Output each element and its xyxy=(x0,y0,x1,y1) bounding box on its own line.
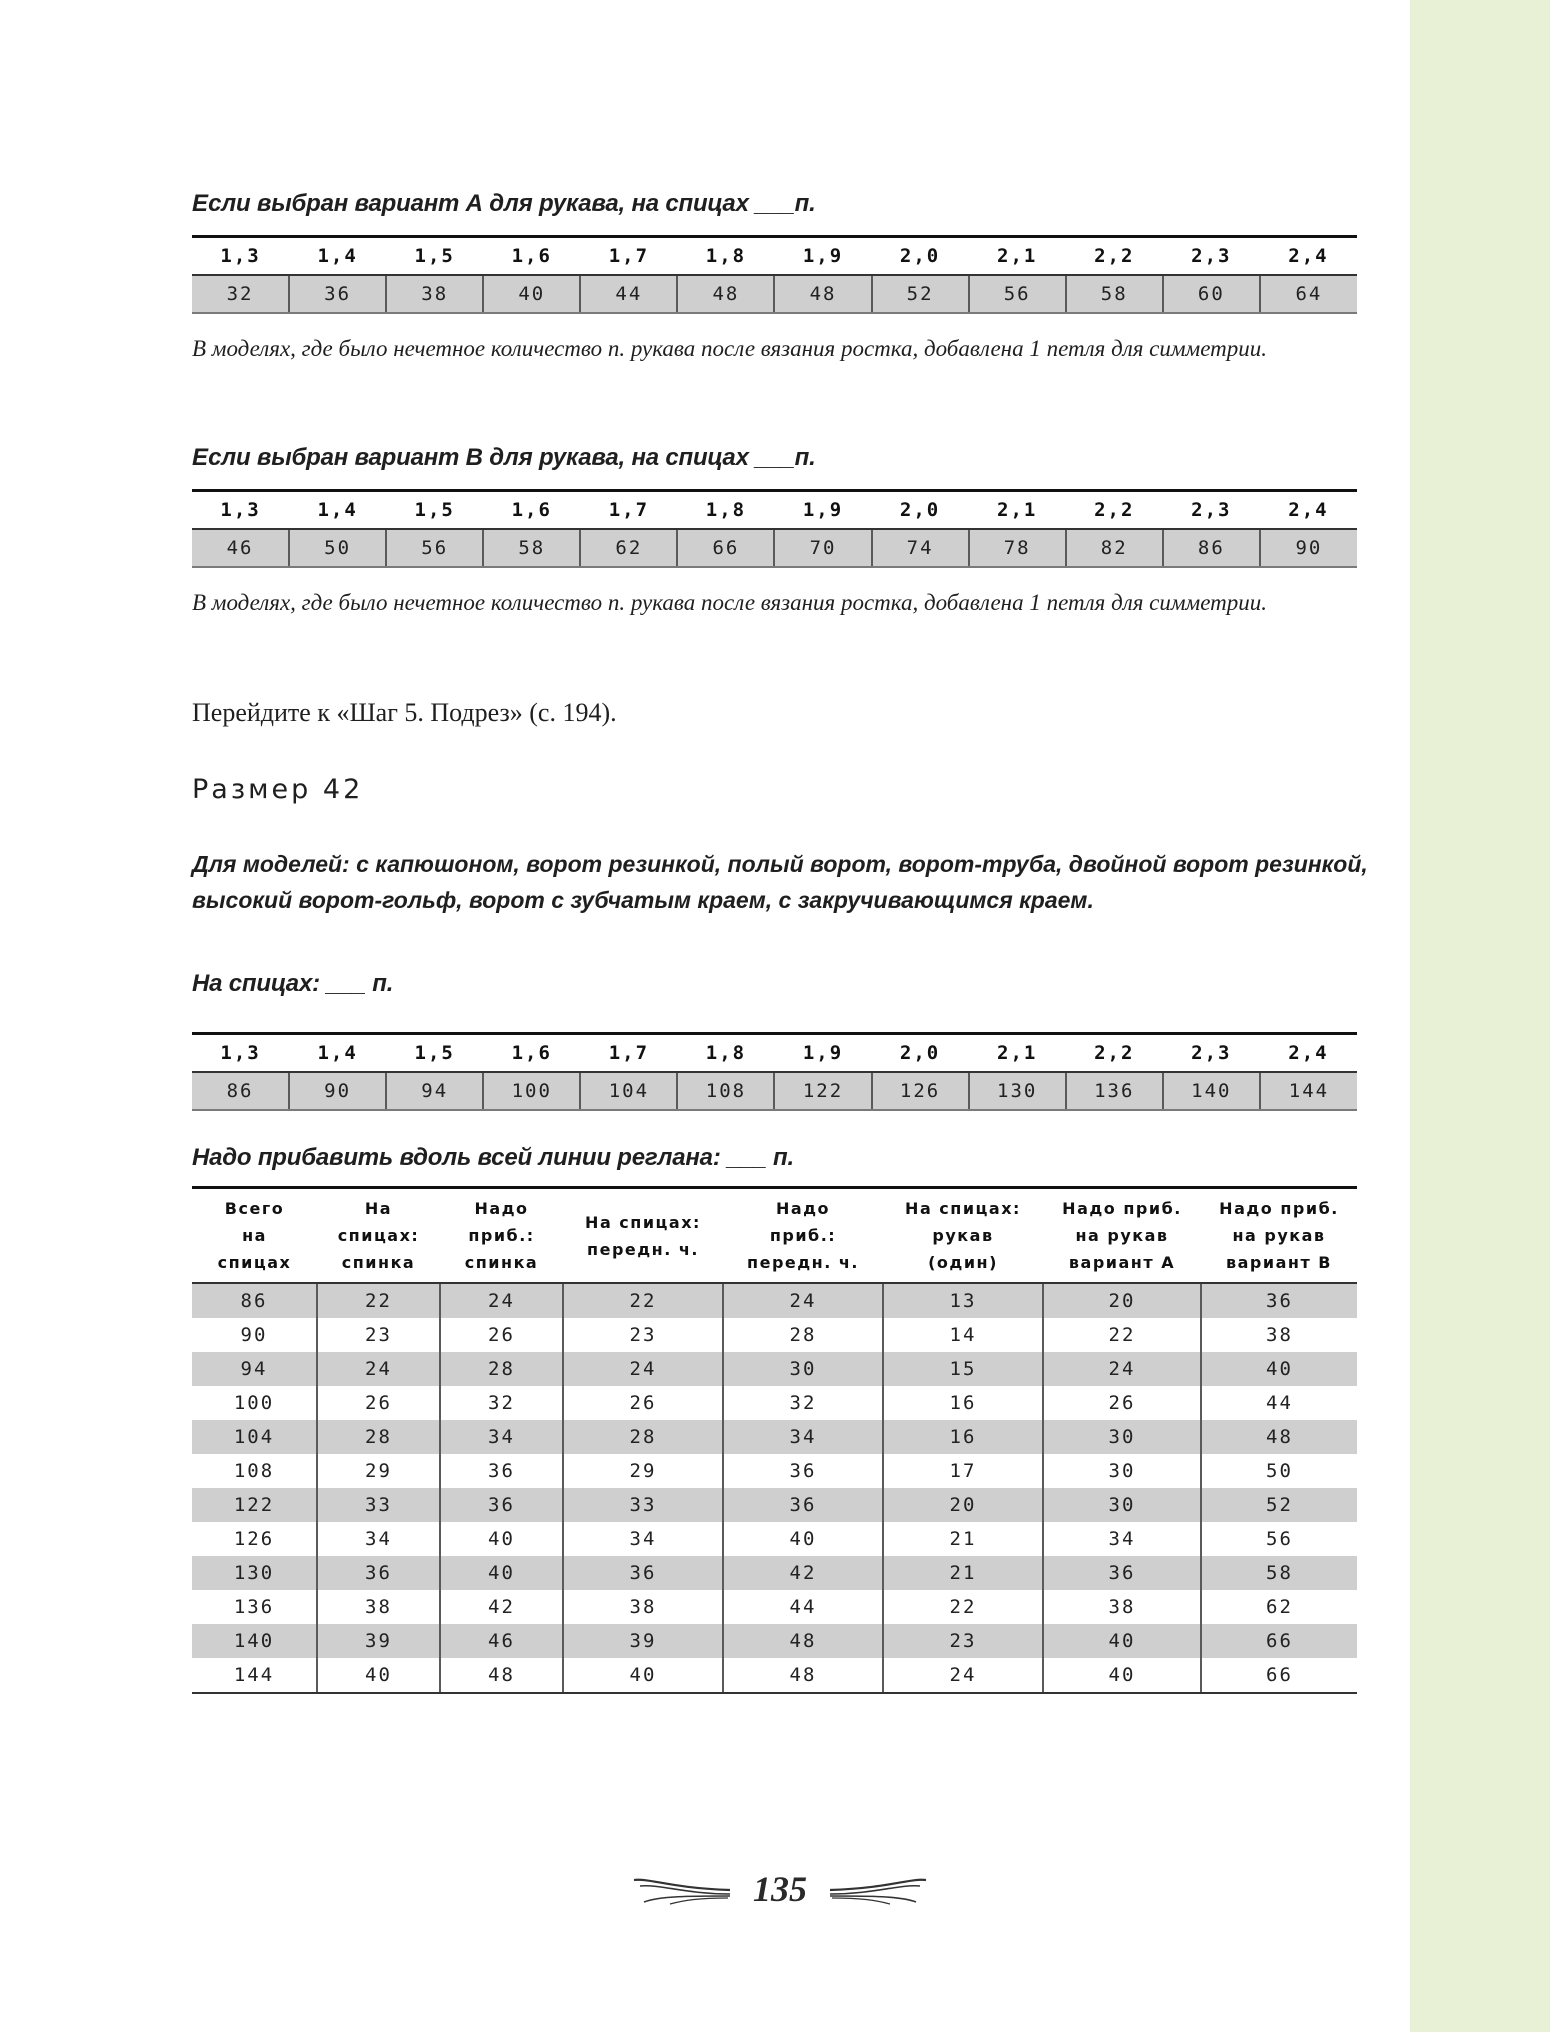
table-cell: 39 xyxy=(563,1624,723,1658)
stitch-count-cell: 100 xyxy=(483,1072,580,1110)
table-cell: 86 xyxy=(192,1283,317,1318)
table-cell: 16 xyxy=(883,1386,1043,1420)
stitch-count-cell: 40 xyxy=(483,275,580,313)
table-row xyxy=(192,1283,1357,1318)
table-cell: 22 xyxy=(883,1590,1043,1624)
table-cell: 40 xyxy=(1043,1624,1201,1658)
stitch-count-cell: 86 xyxy=(192,1072,289,1110)
table-cell: 29 xyxy=(317,1454,440,1488)
stitch-count-cell: 74 xyxy=(872,529,969,567)
column-header: Надо приб. на рукав вариант В xyxy=(1201,1188,1357,1284)
table-cell: 126 xyxy=(192,1522,317,1556)
stitch-count-cell: 144 xyxy=(1260,1072,1357,1110)
table-cell: 22 xyxy=(563,1283,723,1318)
gauge-cell: 1,6 xyxy=(483,1034,580,1073)
stitch-count-cell: 90 xyxy=(289,1072,386,1110)
gauge-cell: 2,1 xyxy=(969,491,1066,530)
table-cell: 21 xyxy=(883,1522,1043,1556)
gauge-header-row xyxy=(192,237,1357,276)
table-cell: 38 xyxy=(317,1590,440,1624)
table-cell: 20 xyxy=(1043,1283,1201,1318)
table-cell: 42 xyxy=(723,1556,883,1590)
stitch-count-cell: 58 xyxy=(1066,275,1163,313)
table-cell: 56 xyxy=(1201,1522,1357,1556)
stitch-count-cell: 104 xyxy=(580,1072,677,1110)
raglan-table xyxy=(192,1186,1357,1694)
table-cell: 28 xyxy=(563,1420,723,1454)
table-cell: 42 xyxy=(440,1590,563,1624)
table-cell: 52 xyxy=(1201,1488,1357,1522)
gauge-cell: 1,7 xyxy=(580,237,677,276)
stitch-count-cell: 62 xyxy=(580,529,677,567)
table-cell: 30 xyxy=(723,1352,883,1386)
table-cell: 30 xyxy=(1043,1420,1201,1454)
table-cell: 108 xyxy=(192,1454,317,1488)
column-header: Всего на спицах xyxy=(192,1188,317,1284)
table-cell: 40 xyxy=(317,1658,440,1693)
stitch-count-cell: 48 xyxy=(677,275,774,313)
stitch-count-cell: 136 xyxy=(1066,1072,1163,1110)
table-cell: 40 xyxy=(723,1522,883,1556)
table-cell: 104 xyxy=(192,1420,317,1454)
stitch-count-cell: 44 xyxy=(580,275,677,313)
table-cell: 28 xyxy=(723,1318,883,1352)
table-cell: 17 xyxy=(883,1454,1043,1488)
side-margin-strip xyxy=(1410,0,1550,2032)
table-cell: 39 xyxy=(317,1624,440,1658)
table-cell: 24 xyxy=(317,1352,440,1386)
stitch-count-cell: 122 xyxy=(774,1072,871,1110)
stitch-count-cell: 130 xyxy=(969,1072,1066,1110)
stitch-count-cell: 126 xyxy=(872,1072,969,1110)
table-cell: 36 xyxy=(1043,1556,1201,1590)
goto-step-text: Перейдите к «Шаг 5. Подрез» (с. 194). xyxy=(192,698,617,727)
table-row xyxy=(192,1522,1357,1556)
table-cell: 16 xyxy=(883,1420,1043,1454)
table-cell: 66 xyxy=(1201,1624,1357,1658)
gauge-cell: 1,9 xyxy=(774,1034,871,1073)
gauge-cell: 1,4 xyxy=(289,237,386,276)
table-cell: 22 xyxy=(1043,1318,1201,1352)
stitch-count-cell: 90 xyxy=(1260,529,1357,567)
gauge-cell: 2,1 xyxy=(969,1034,1066,1073)
gauge-cell: 1,7 xyxy=(580,491,677,530)
table-cell: 30 xyxy=(1043,1454,1201,1488)
gauge-cell: 1,4 xyxy=(289,491,386,530)
stitch-count-cell: 56 xyxy=(386,529,483,567)
stitch-count-cell: 64 xyxy=(1260,275,1357,313)
column-header: На спицах: рукав (один) xyxy=(883,1188,1043,1284)
table-cell: 24 xyxy=(1043,1352,1201,1386)
symmetry-note-a: В моделях, где было нечетное количество п. рукава после вязания ростка, добавлена 1 петля для симметрии. xyxy=(192,336,1268,361)
stitch-count-cell: 58 xyxy=(483,529,580,567)
table-cell: 62 xyxy=(1201,1590,1357,1624)
table-cell: 144 xyxy=(192,1658,317,1693)
column-header: Надо приб. на рукав вариант А xyxy=(1043,1188,1201,1284)
gauge-cell: 1,3 xyxy=(192,1034,289,1073)
table-cell: 26 xyxy=(563,1386,723,1420)
column-header: Надо приб.: передн. ч. xyxy=(723,1188,883,1284)
table-cell: 23 xyxy=(883,1624,1043,1658)
gauge-cell: 2,4 xyxy=(1260,237,1357,276)
table-cell: 40 xyxy=(440,1522,563,1556)
stitch-count-cell: 82 xyxy=(1066,529,1163,567)
stitch-count-cell: 70 xyxy=(774,529,871,567)
symmetry-note-b: В моделях, где было нечетное количество п. рукава после вязания ростка, добавлена 1 петля для симметрии. xyxy=(192,590,1268,615)
gauge-cell: 2,0 xyxy=(872,237,969,276)
table-cell: 94 xyxy=(192,1352,317,1386)
stitch-count-cell: 52 xyxy=(872,275,969,313)
stitch-count-cell: 32 xyxy=(192,275,289,313)
table-cell: 26 xyxy=(317,1386,440,1420)
gauge-cell: 2,2 xyxy=(1066,237,1163,276)
table-cell: 48 xyxy=(723,1658,883,1693)
table-row xyxy=(192,1352,1357,1386)
gauge-cell: 1,9 xyxy=(774,237,871,276)
table-row xyxy=(192,1420,1357,1454)
table-row xyxy=(192,1556,1357,1590)
table-cell: 40 xyxy=(1201,1352,1357,1386)
gauge-cell: 2,4 xyxy=(1260,1034,1357,1073)
column-header: На спицах: передн. ч. xyxy=(563,1188,723,1284)
gauge-cell: 1,9 xyxy=(774,491,871,530)
table-cell: 24 xyxy=(723,1283,883,1318)
table-cell: 36 xyxy=(723,1488,883,1522)
table-cell: 38 xyxy=(1043,1590,1201,1624)
page-footer xyxy=(630,1862,930,1922)
table-cell: 36 xyxy=(317,1556,440,1590)
table-cell: 34 xyxy=(317,1522,440,1556)
size-title: Размер 42 xyxy=(192,774,364,805)
table-cell: 33 xyxy=(317,1488,440,1522)
table-cell: 48 xyxy=(723,1624,883,1658)
table-cell: 26 xyxy=(440,1318,563,1352)
gauge-cell: 2,3 xyxy=(1163,237,1260,276)
table-cell: 15 xyxy=(883,1352,1043,1386)
stitch-count-cell: 78 xyxy=(969,529,1066,567)
gauge-cell: 2,0 xyxy=(872,1034,969,1073)
raglan-heading: Надо прибавить вдоль всей линии реглана: ___ п. xyxy=(192,1144,794,1171)
sleeve-variant-a-heading: Если выбран вариант А для рукава, на спицах ___п. xyxy=(192,190,816,217)
table-cell: 24 xyxy=(883,1658,1043,1693)
stitch-count-cell: 140 xyxy=(1163,1072,1260,1110)
page-number: 135 xyxy=(753,1869,807,1909)
table-cell: 34 xyxy=(440,1420,563,1454)
stitch-count-cell: 60 xyxy=(1163,275,1260,313)
table-cell: 122 xyxy=(192,1488,317,1522)
stitch-count-cell: 50 xyxy=(289,529,386,567)
table-cell: 22 xyxy=(317,1283,440,1318)
gauge-cell: 1,5 xyxy=(386,237,483,276)
table-cell: 14 xyxy=(883,1318,1043,1352)
stitch-count-cell: 94 xyxy=(386,1072,483,1110)
gauge-cell: 1,4 xyxy=(289,1034,386,1073)
table-cell: 140 xyxy=(192,1624,317,1658)
gauge-header-row xyxy=(192,491,1357,530)
table-cell: 48 xyxy=(440,1658,563,1693)
table-cell: 44 xyxy=(1201,1386,1357,1420)
gauge-cell: 2,1 xyxy=(969,237,1066,276)
gauge-cell: 2,0 xyxy=(872,491,969,530)
column-header: На спицах: спинка xyxy=(317,1188,440,1284)
gauge-cell: 1,5 xyxy=(386,1034,483,1073)
left-flourish-icon xyxy=(630,1874,735,1908)
on-needles-table xyxy=(192,1032,1357,1111)
stitch-count-row xyxy=(192,275,1357,313)
stitch-count-cell: 48 xyxy=(774,275,871,313)
stitch-count-row xyxy=(192,529,1357,567)
table-row xyxy=(192,1658,1357,1693)
right-flourish-icon xyxy=(825,1874,930,1908)
gauge-cell: 2,3 xyxy=(1163,1034,1260,1073)
table-cell: 28 xyxy=(317,1420,440,1454)
table-cell: 40 xyxy=(440,1556,563,1590)
stitch-count-cell: 86 xyxy=(1163,529,1260,567)
on-needles-heading: На спицах: ___ п. xyxy=(192,970,394,997)
table-cell: 34 xyxy=(1043,1522,1201,1556)
table-cell: 23 xyxy=(317,1318,440,1352)
sleeve-variant-b-table xyxy=(192,489,1357,568)
raglan-header-row xyxy=(192,1188,1357,1284)
table-row xyxy=(192,1318,1357,1352)
table-cell: 23 xyxy=(563,1318,723,1352)
table-cell: 34 xyxy=(563,1522,723,1556)
table-cell: 24 xyxy=(563,1352,723,1386)
stitch-count-cell: 36 xyxy=(289,275,386,313)
table-cell: 36 xyxy=(563,1556,723,1590)
gauge-cell: 1,8 xyxy=(677,491,774,530)
table-cell: 36 xyxy=(440,1454,563,1488)
table-cell: 40 xyxy=(1043,1658,1201,1693)
table-cell: 30 xyxy=(1043,1488,1201,1522)
table-cell: 136 xyxy=(192,1590,317,1624)
table-cell: 32 xyxy=(723,1386,883,1420)
table-cell: 36 xyxy=(440,1488,563,1522)
gauge-cell: 1,3 xyxy=(192,491,289,530)
gauge-cell: 2,3 xyxy=(1163,491,1260,530)
gauge-cell: 1,8 xyxy=(677,237,774,276)
gauge-cell: 1,7 xyxy=(580,1034,677,1073)
gauge-cell: 1,5 xyxy=(386,491,483,530)
stitch-count-cell: 56 xyxy=(969,275,1066,313)
table-cell: 28 xyxy=(440,1352,563,1386)
table-row xyxy=(192,1624,1357,1658)
table-cell: 48 xyxy=(1201,1420,1357,1454)
table-row xyxy=(192,1488,1357,1522)
gauge-cell: 1,3 xyxy=(192,237,289,276)
table-cell: 130 xyxy=(192,1556,317,1590)
table-cell: 24 xyxy=(440,1283,563,1318)
gauge-header-row xyxy=(192,1034,1357,1073)
gauge-cell: 2,2 xyxy=(1066,1034,1163,1073)
table-cell: 26 xyxy=(1043,1386,1201,1420)
table-cell: 36 xyxy=(1201,1283,1357,1318)
sleeve-variant-a-table xyxy=(192,235,1357,314)
table-cell: 40 xyxy=(563,1658,723,1693)
gauge-cell: 1,8 xyxy=(677,1034,774,1073)
table-cell: 50 xyxy=(1201,1454,1357,1488)
table-cell: 38 xyxy=(563,1590,723,1624)
table-cell: 32 xyxy=(440,1386,563,1420)
models-list: Для моделей: с капюшоном, ворот резинкой, полый ворот, ворот-труба, двойной ворот резинкой, высокий ворот-гольф, ворот с зубчатым краем, с закручивающимся краем. xyxy=(192,851,1368,913)
table-cell: 34 xyxy=(723,1420,883,1454)
stitch-count-cell: 46 xyxy=(192,529,289,567)
table-cell: 38 xyxy=(1201,1318,1357,1352)
sleeve-variant-b-heading: Если выбран вариант В для рукава, на спицах ___п. xyxy=(192,444,816,471)
gauge-cell: 1,6 xyxy=(483,491,580,530)
table-cell: 21 xyxy=(883,1556,1043,1590)
stitch-count-row xyxy=(192,1072,1357,1110)
stitch-count-cell: 108 xyxy=(677,1072,774,1110)
stitch-count-cell: 66 xyxy=(677,529,774,567)
table-cell: 44 xyxy=(723,1590,883,1624)
gauge-cell: 1,6 xyxy=(483,237,580,276)
table-row xyxy=(192,1590,1357,1624)
column-header: Надо приб.: спинка xyxy=(440,1188,563,1284)
table-cell: 46 xyxy=(440,1624,563,1658)
table-cell: 29 xyxy=(563,1454,723,1488)
gauge-cell: 2,4 xyxy=(1260,491,1357,530)
table-cell: 100 xyxy=(192,1386,317,1420)
gauge-cell: 2,2 xyxy=(1066,491,1163,530)
table-cell: 13 xyxy=(883,1283,1043,1318)
table-cell: 33 xyxy=(563,1488,723,1522)
table-cell: 36 xyxy=(723,1454,883,1488)
table-cell: 58 xyxy=(1201,1556,1357,1590)
stitch-count-cell: 38 xyxy=(386,275,483,313)
table-cell: 66 xyxy=(1201,1658,1357,1693)
table-cell: 20 xyxy=(883,1488,1043,1522)
table-row xyxy=(192,1454,1357,1488)
table-cell: 90 xyxy=(192,1318,317,1352)
table-row xyxy=(192,1386,1357,1420)
